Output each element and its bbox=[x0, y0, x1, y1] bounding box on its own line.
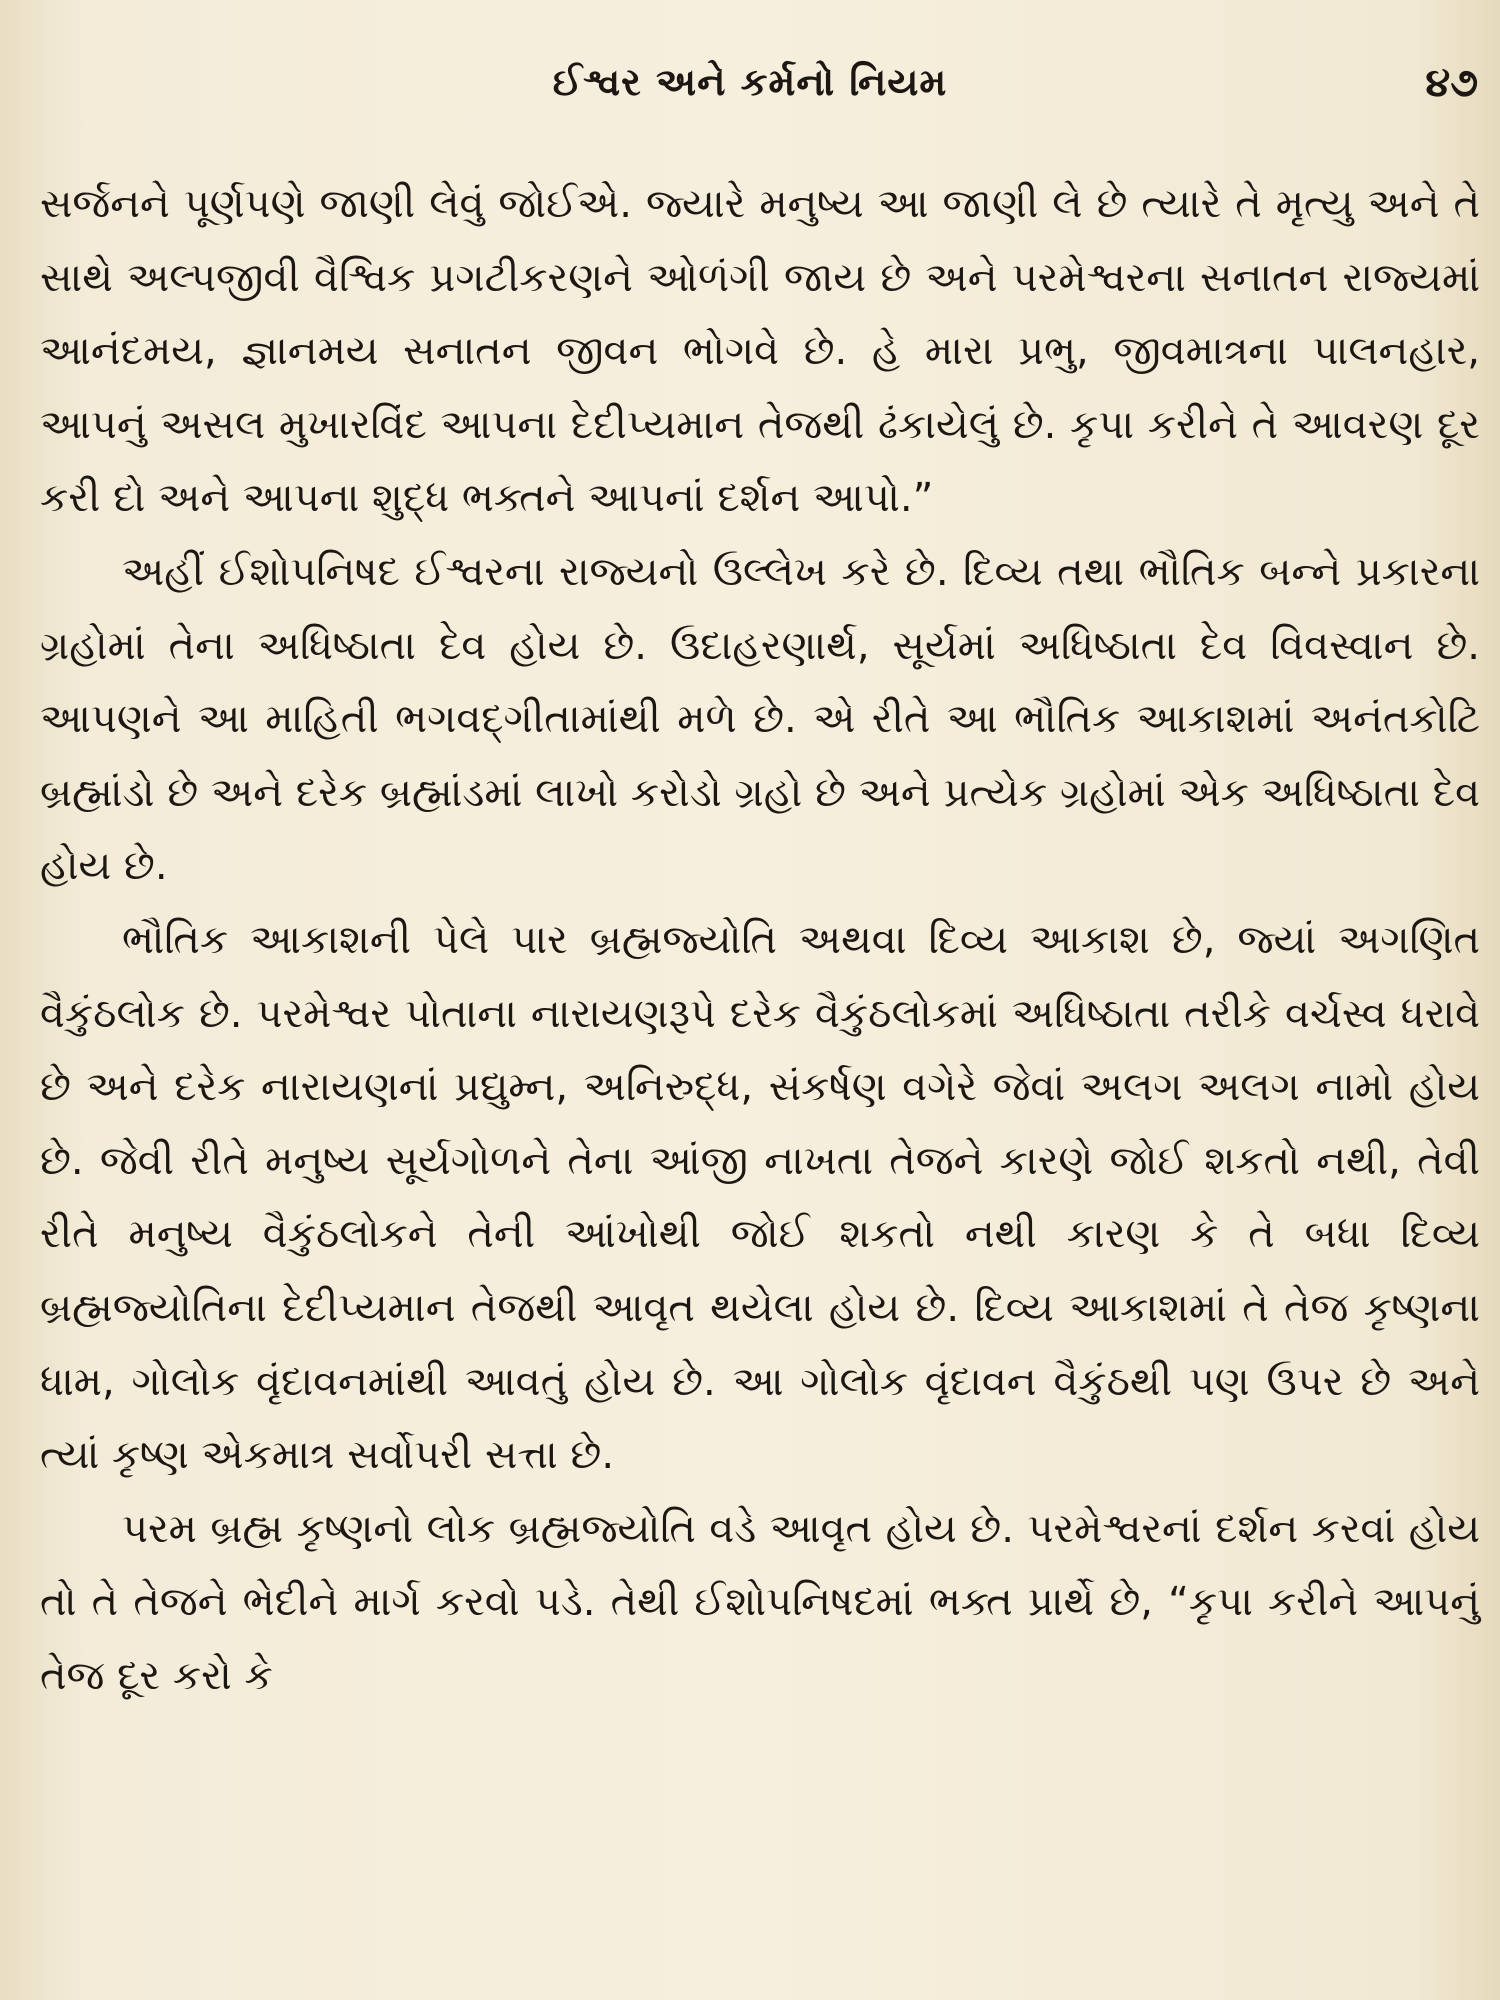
paragraph-continued: સર્જનને પૂર્ણપણે જાણી લેવું જોઈએ. જ્યારે મનુષ્ય આ જાણી લે છે ત્યારે તે મૃત્યુ અને તે સાથે અલ્પજીવી વૈશ્વિક પ્રગટીકરણને ઓળંગી જાય છે અને પરમેશ્વરના સનાતન રાજ્યમાં આનંદમય, જ્ઞાનમય સનાતન જીવન ભોગવે છે. હે મારા પ્રભુ, જીવમાત્રના પાલનહાર, આપનું અસલ મુખારવિંદ આપના દેદીપ્યમાન તેજથી ઢંકાયેલું છે. કૃપા કરીને તે આવરણ દૂર કરી દો અને આપના શુદ્ધ ભક્તને આપનાં દર્શન આપો.” bbox=[40, 181, 1480, 522]
page-number: ૪૭ bbox=[1425, 60, 1478, 106]
running-header bbox=[0, 60, 1500, 120]
paragraph: ભૌતિક આકાશની પેલે પાર બ્રહ્મજ્યોતિ અથવા દિવ્ય આકાશ છે, જ્યાં અગણિત વૈકુંઠલોક છે. પરમેશ્વર પોતાના નારાયણરૂપે દરેક વૈકુંઠલોકમાં અધિષ્ઠાતા તરીકે વર્ચસ્વ ધરાવે છે અને દરેક નારાયણનાં પ્રદ્યુમ્ન, અનિરુદ્ધ, સંકર્ષણ વગેરે જેવાં અલગ અલગ નામો હોય છે. જેવી રીતે મનુષ્ય સૂર્યગોળને તેના આંજી નાખતા તેજને કારણે જોઈ શકતો નથી, તેવી રીતે મનુષ્ય વૈકુંઠલોકને તેની આંખોથી જોઈ શકતો નથી કારણ કે તે બધા દિવ્ય બ્રહ્મજ્યોતિના દેદીપ્યમાન તેજથી આવૃત થયેલા હોય છે. દિવ્ય આકાશમાં તે તેજ કૃષ્ણના ધામ, ગોલોક વૃંદાવનમાંથી આવતું હોય છે. આ ગોલોક વૃંદાવન વૈકુંઠથી પણ ઉપર છે અને ત્યાં કૃષ્ણ એકમાત્ર સર્વોપરી સત્તા છે. bbox=[40, 916, 1480, 1479]
paragraph: અહીં ઈશોપનિષદ ઈશ્વરના રાજ્યનો ઉલ્લેખ કરે છે. દિવ્ય તથા ભૌતિક બન્ને પ્રકારના ગ્રહોમાં તેના અધિષ્ઠાતા દેવ હોય છે. ઉદાહરણાર્થ, સૂર્યમાં અધિષ્ઠાતા દેવ વિવસ્વાન છે. આપણને આ માહિતી ભગવદ્ગીતામાંથી મળે છે. એ રીતે આ ભૌતિક આકાશમાં અનંતકોટિ બ્રહ્માંડો છે અને દરેક બ્રહ્માંડમાં લાખો કરોડો ગ્રહો છે અને પ્રત્યેક ગ્રહોમાં એક અધિષ્ઠાતા દેવ હોય છે. bbox=[40, 548, 1480, 890]
paragraph: પરમ બ્રહ્મ કૃષ્ણનો લોક બ્રહ્મજ્યોતિ વડે આવૃત હોય છે. પરમેશ્વરનાં દર્શન કરવાં હોય તો તે તેજને ભેદીને માર્ગ કરવો પડે. તેથી ઈશોપનિષદમાં ભક્ત પ્રાર્થે છે, “કૃપા કરીને આપનું તેજ દૂર કરો કે bbox=[40, 1505, 1480, 1699]
chapter-title: ઈશ્વર અને કર્મનો નિયમ bbox=[552, 60, 948, 104]
body-text bbox=[40, 168, 1480, 1713]
